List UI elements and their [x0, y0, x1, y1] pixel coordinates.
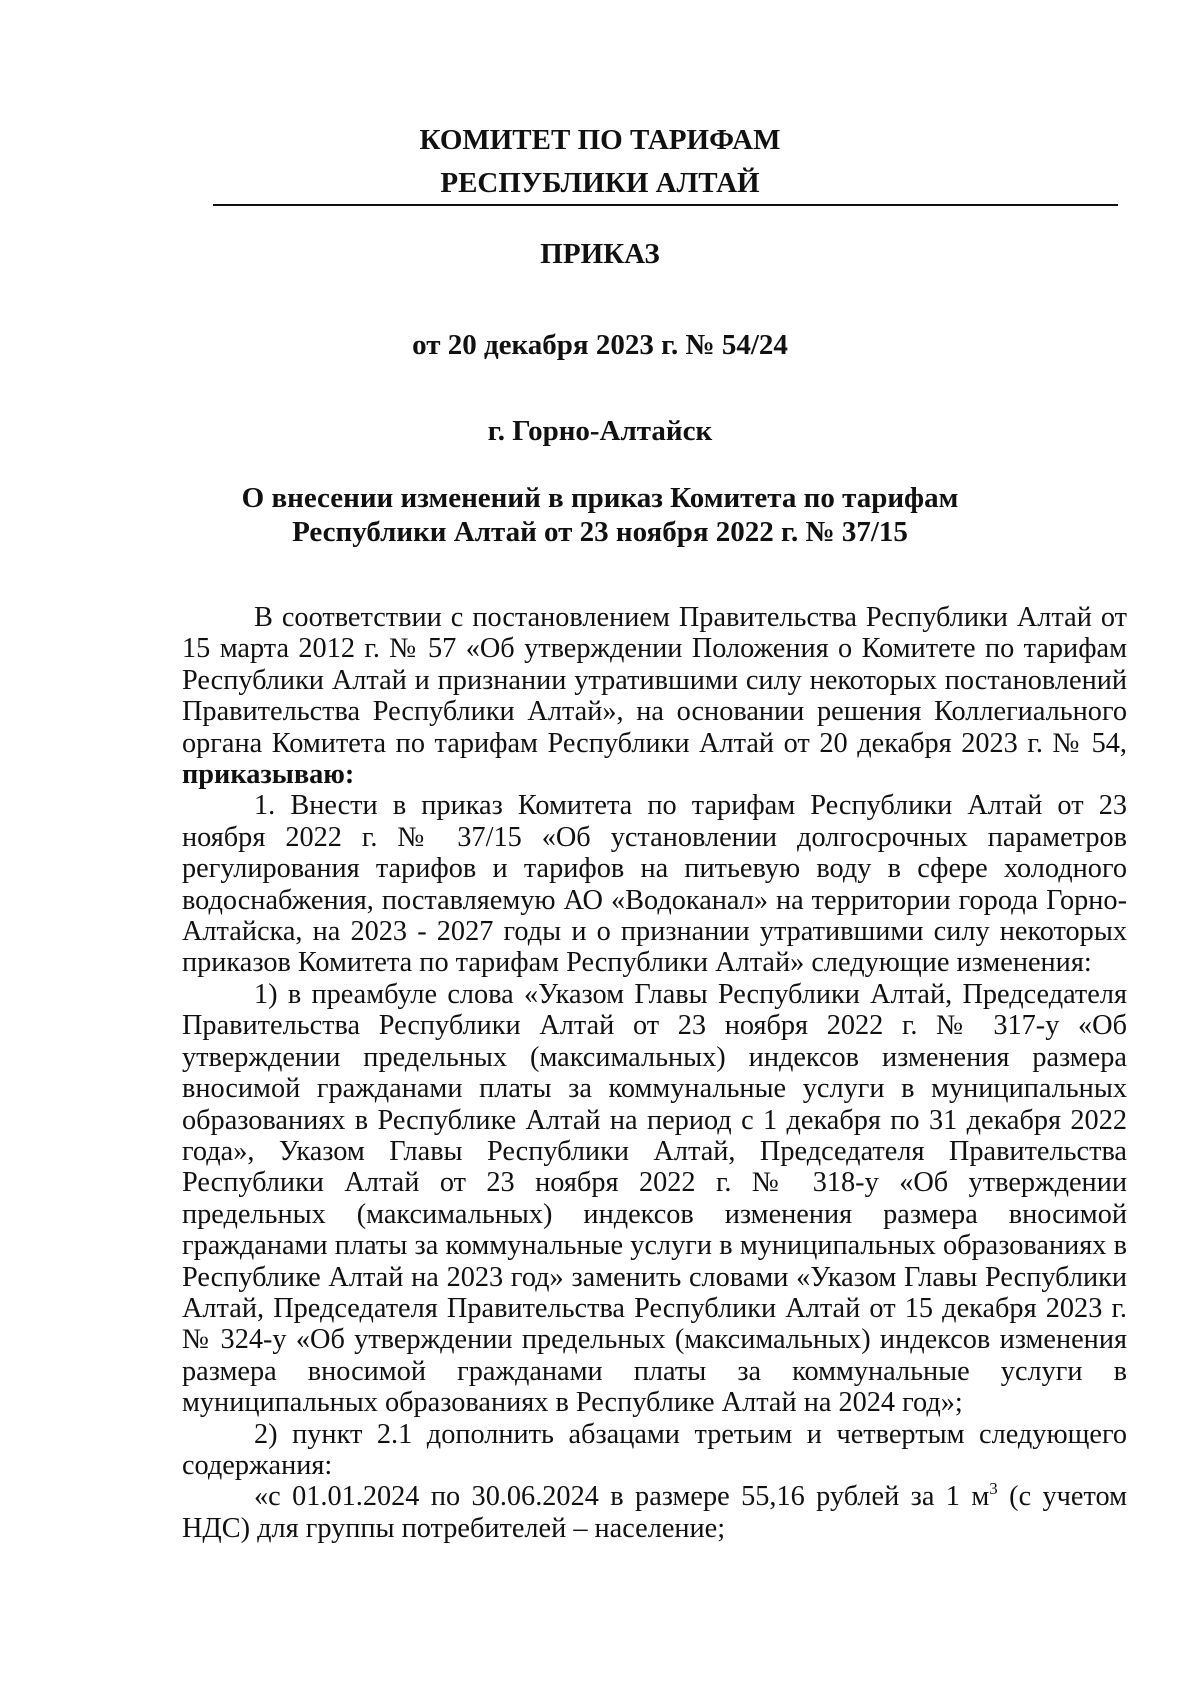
item-1-paragraph: 1. Внести в приказ Комитета по тарифам Республики Алтай от 23 ноября 2022 г. № 37/15 «Об установлении долгосрочных параметров регулирования тарифов и тарифов на питьевую воду в сфере холодного водоснабжения, поставляемую АО «Водоканал» на территории города Горно-Алтайска, на 2023 - 2027 годы и о признании утратившими силу некоторых приказов Комитета по тарифам Республики Алтай» следующие изменения:	[182, 790, 1127, 979]
document-title-line1: О внесении изменений в приказ Комитета по тарифам	[241, 482, 959, 514]
preamble-paragraph	[182, 602, 1127, 790]
header-divider	[213, 204, 1118, 206]
cubic-superscript: 3	[989, 1479, 998, 1499]
item-1-2-paragraph: 2) пункт 2.1 дополнить абзацами третьим и четвертым следующего содержания:	[182, 1418, 1127, 1481]
document-city: г. Горно-Алтайск	[487, 415, 713, 447]
document-type: ПРИКАЗ	[540, 238, 660, 270]
order-word: приказываю:	[182, 759, 355, 791]
org-name-line2: РЕСПУБЛИКИ АЛТАЙ	[440, 167, 760, 199]
document-date-number: от 20 декабря 2023 г. № 54/24	[412, 329, 788, 361]
org-name-line1: КОМИТЕТ ПО ТАРИФАМ	[419, 124, 781, 156]
tariff-quote-text: «с 01.01.2024 по 30.06.2024 в размере 55,16 рублей за 1 м	[254, 1481, 990, 1513]
preamble-text: В соответствии с постановлением Правительства Республики Алтай от 15 марта 2012 г. № 57 «Об утверждении Положения о Комитете по тарифам Республики Алтай и признании утратившими силу некоторых постановлений Правительства Республики Алтай», на основании решения Коллегиального органа Комитета по тарифам Республики Алтай от 20 декабря 2023 г. № 54,	[182, 602, 1127, 759]
document-body	[182, 602, 1127, 1544]
document-title-line2: Республики Алтай от 23 ноября 2022 г. № 37/15	[292, 516, 908, 548]
tariff-quote-paragraph	[182, 1481, 1127, 1544]
item-1-1-paragraph: 1) в преамбуле слова «Указом Главы Республики Алтай, Председателя Правительства Республики Алтай от 23 ноября 2022 г. № 317-у «Об утверждении предельных (максимальных) индексов изменения размера вносимой гражданами платы за коммунальные услуги в муниципальных образованиях в Республике Алтай на период с 1 декабря по 31 декабря 2022 года», Указом Главы Республики Алтай, Председателя Правительства Республики Алтай от 23 ноября 2022 г. № 318-у «Об утверждении предельных (максимальных) индексов изменения размера вносимой гражданами платы за коммунальные услуги в муниципальных образованиях в Республике Алтай на 2023 год» заменить словами «Указом Главы Республики Алтай, Председателя Правительства Республики Алтай от 15 декабря 2023 г. № 324-у «Об утверждении предельных (максимальных) индексов изменения размера вносимой гражданами платы за коммунальные услуги в муниципальных образованиях в Республике Алтай на 2024 год»;	[182, 978, 1127, 1419]
tariff-quote-tail: (с учетом НДС) для группы потребителей – население;	[182, 1481, 1127, 1544]
